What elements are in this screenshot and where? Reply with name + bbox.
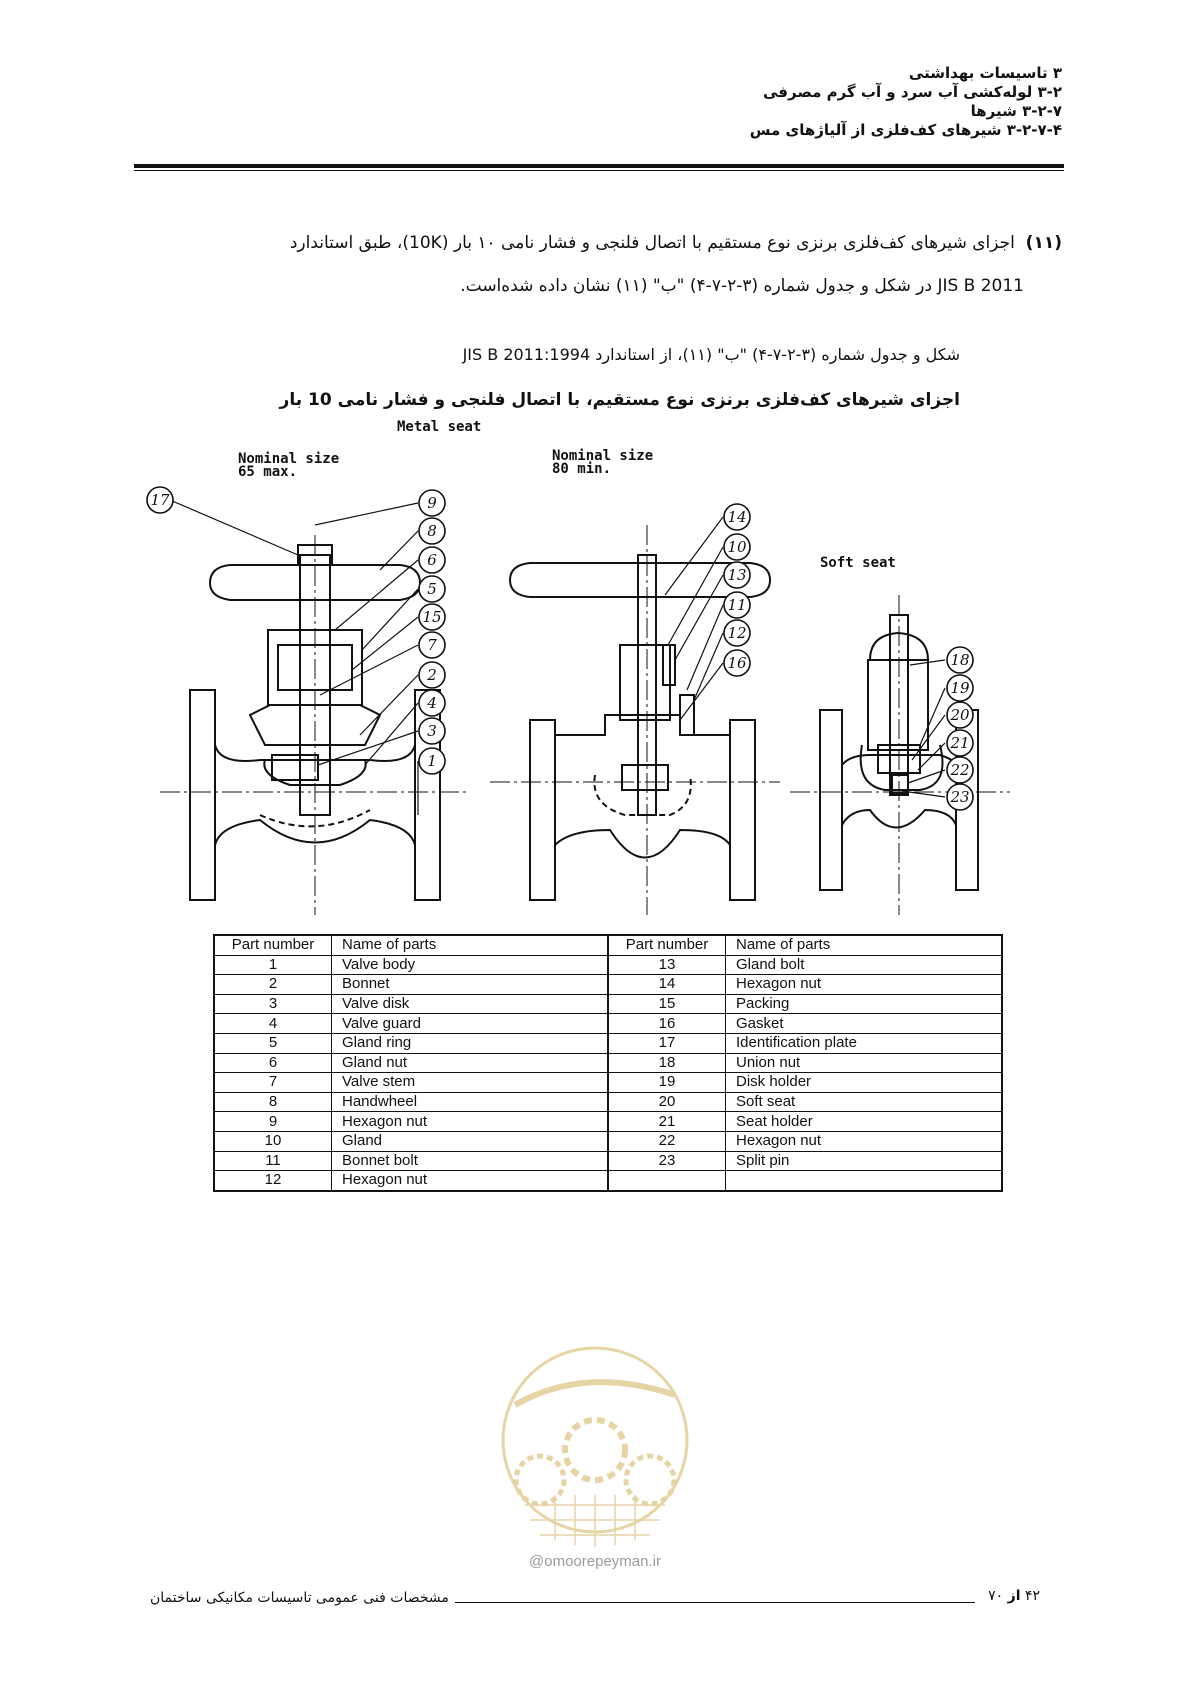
table-row	[214, 975, 1002, 995]
footer-rule	[455, 1602, 975, 1603]
paragraph-line-2: JIS B 2011 در شکل و جدول شماره (۳-۲-۷-۴) "ب" (۱۱) نشان داده شده‌است.	[460, 276, 1024, 296]
table-row	[214, 1014, 1002, 1034]
header-rule-thin	[134, 170, 1064, 171]
part-number-cell: 7	[214, 1073, 332, 1093]
callout-number: 10	[727, 538, 747, 556]
part-name-cell: Valve disk	[332, 994, 609, 1014]
header-part-number-left: Part number	[214, 935, 332, 955]
part-number-cell: 16	[608, 1014, 726, 1034]
part-name-cell: Split pin	[726, 1151, 1003, 1171]
part-number-cell: 8	[214, 1092, 332, 1112]
footer-title: مشخصات فنی عمومی تاسیسات مکانیکی ساختمان	[150, 1590, 449, 1606]
part-name-cell: Valve guard	[332, 1014, 609, 1034]
part-name-cell: Gland nut	[332, 1053, 609, 1073]
table-row	[214, 1151, 1002, 1171]
header-line-1: ۳ تاسیسات بهداشتی	[908, 64, 1062, 82]
part-name-cell: Gasket	[726, 1014, 1003, 1034]
part-number-cell	[608, 1171, 726, 1191]
table-row	[214, 1171, 1002, 1191]
part-number-cell: 17	[608, 1033, 726, 1053]
callout-number: 4	[427, 694, 437, 712]
section-header	[362, 64, 1062, 140]
table-row	[214, 1053, 1002, 1073]
page-total: ۷۰	[988, 1588, 1004, 1604]
header-line-3: ۳-۲-۷ شیرها	[970, 102, 1062, 120]
part-number-cell: 1	[214, 955, 332, 975]
table-row	[214, 1112, 1002, 1132]
left-size-label-2: 65 max.	[238, 464, 298, 480]
part-name-cell: Gland ring	[332, 1033, 609, 1053]
header-line-4: ۳-۲-۷-۴ شیرهای کف‌فلزی از آلیاژهای مس	[749, 121, 1062, 139]
callout-number: 11	[727, 596, 747, 614]
part-number-cell: 11	[214, 1151, 332, 1171]
callout-number: 17	[150, 491, 170, 509]
page-of: از	[1007, 1588, 1021, 1604]
callout-number: 20	[950, 706, 970, 724]
part-name-cell: Soft seat	[726, 1092, 1003, 1112]
left-size-label-1: Nominal size	[238, 451, 340, 467]
part-number-cell: 14	[608, 975, 726, 995]
part-number-cell: 18	[608, 1053, 726, 1073]
part-number-cell: 2	[214, 975, 332, 995]
mid-size-label-2: 80 min.	[552, 461, 612, 477]
table-header-row	[214, 935, 1002, 955]
part-name-cell: Hexagon nut	[726, 975, 1003, 995]
figure-title: اجزای شیرهای کف‌فلزی برنزی نوع مستقیم، با اتصال فلنجی و فشار نامی 10 بار	[279, 390, 960, 410]
part-number-cell: 21	[608, 1112, 726, 1132]
mid-size-label-1: Nominal size	[552, 448, 654, 464]
part-number-cell: 19	[608, 1073, 726, 1093]
header-part-number-right: Part number	[608, 935, 726, 955]
header-name-left: Name of parts	[332, 935, 609, 955]
table-row	[214, 994, 1002, 1014]
part-name-cell: Handwheel	[332, 1092, 609, 1112]
watermark-url: @omoorepeyman.ir	[529, 1553, 661, 1570]
part-name-cell: Packing	[726, 994, 1003, 1014]
part-number-cell: 15	[608, 994, 726, 1014]
paragraph-line-1: اجزای شیرهای کف‌فلزی برنزی نوع مستقیم با اتصال فلنجی و فشار نامی ۱۰ بار (10K)، طبق استاندارد	[289, 233, 1015, 253]
part-name-cell: Valve body	[332, 955, 609, 975]
part-name-cell: Identification plate	[726, 1033, 1003, 1053]
part-number-cell: 4	[214, 1014, 332, 1034]
callout-number: 18	[950, 651, 970, 669]
callout-number: 19	[950, 679, 970, 697]
callout-circles	[147, 487, 973, 810]
callout-number: 15	[422, 608, 442, 626]
page-current: ۴۲	[1024, 1588, 1040, 1604]
body-paragraph	[132, 222, 1062, 308]
part-name-cell: Union nut	[726, 1053, 1003, 1073]
callout-number: 14	[727, 508, 747, 526]
callout-number: 3	[427, 722, 437, 740]
part-number-cell: 9	[214, 1112, 332, 1132]
watermark-logo	[495, 1325, 695, 1555]
parts-table	[213, 934, 1003, 1192]
callout-number: 1	[427, 752, 437, 770]
part-number-cell: 10	[214, 1131, 332, 1151]
part-number-cell: 23	[608, 1151, 726, 1171]
figure-caption: شکل و جدول شماره (۳-۲-۷-۴) "ب" (۱۱)، از استاندارد JIS B 2011:1994	[462, 345, 960, 364]
valve-right-drawing	[790, 595, 1010, 915]
callout-number: 13	[727, 566, 747, 584]
table-row	[214, 1073, 1002, 1093]
part-name-cell	[726, 1171, 1003, 1191]
callout-number: 6	[427, 551, 437, 569]
paragraph-number: (۱۱)	[1025, 233, 1062, 253]
callout-number: 12	[727, 624, 747, 642]
callout-number: 2	[427, 666, 437, 684]
part-name-cell: Seat holder	[726, 1112, 1003, 1132]
part-number-cell: 6	[214, 1053, 332, 1073]
callout-leaders	[170, 500, 945, 815]
part-number-cell: 22	[608, 1131, 726, 1151]
header-rule-thick	[134, 164, 1064, 168]
part-number-cell: 12	[214, 1171, 332, 1191]
callout-number: 8	[427, 522, 437, 540]
part-name-cell: Hexagon nut	[332, 1171, 609, 1191]
soft-seat-label: Soft seat	[820, 555, 896, 571]
header-line-2: ۳-۲ لوله‌کشی آب سرد و آب گرم مصرفی	[762, 83, 1062, 101]
part-number-cell: 5	[214, 1033, 332, 1053]
table-row	[214, 1131, 1002, 1151]
callout-number: 21	[950, 734, 970, 752]
part-name-cell: Bonnet	[332, 975, 609, 995]
table-row	[214, 1092, 1002, 1112]
part-name-cell: Disk holder	[726, 1073, 1003, 1093]
part-name-cell: Valve stem	[332, 1073, 609, 1093]
metal-seat-label: Metal seat	[397, 419, 482, 435]
part-name-cell: Bonnet bolt	[332, 1151, 609, 1171]
callout-number: 16	[727, 654, 747, 672]
part-number-cell: 13	[608, 955, 726, 975]
part-name-cell: Hexagon nut	[726, 1131, 1003, 1151]
table-row	[214, 1033, 1002, 1053]
part-number-cell: 3	[214, 994, 332, 1014]
header-name-right: Name of parts	[726, 935, 1003, 955]
callout-number: 23	[950, 788, 970, 806]
page-number	[988, 1588, 1040, 1604]
part-name-cell: Gland	[332, 1131, 609, 1151]
callout-number: 7	[427, 636, 437, 654]
part-name-cell: Hexagon nut	[332, 1112, 609, 1132]
valve-diagram	[150, 419, 1050, 905]
table-row	[214, 955, 1002, 975]
callout-number: 22	[950, 761, 970, 779]
part-name-cell: Gland bolt	[726, 955, 1003, 975]
callout-number: 9	[427, 494, 437, 512]
callout-number: 5	[427, 580, 437, 598]
part-number-cell: 20	[608, 1092, 726, 1112]
